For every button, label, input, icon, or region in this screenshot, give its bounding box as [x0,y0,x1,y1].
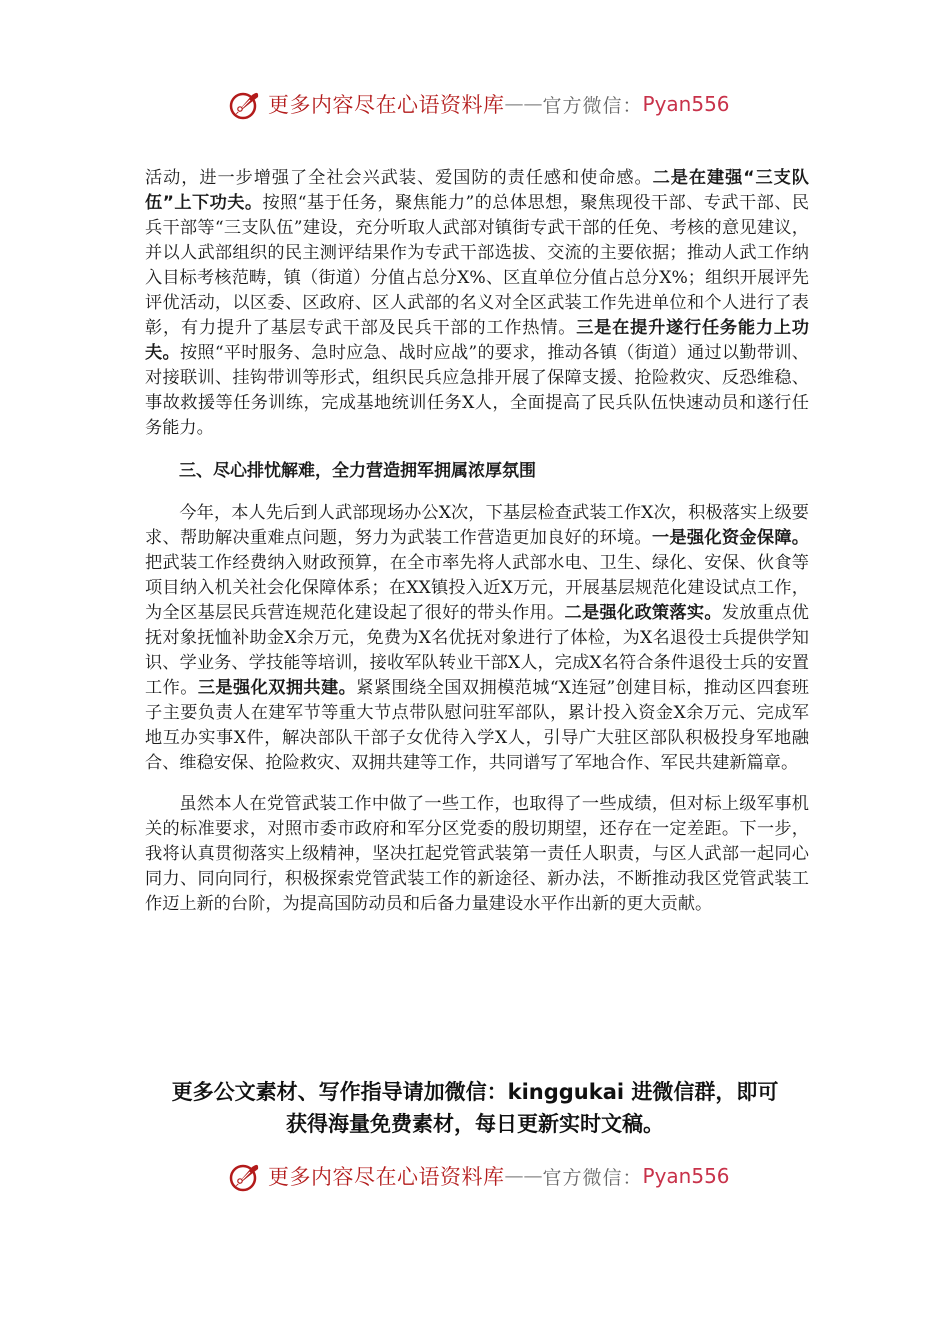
paragraph-1 [145,166,809,441]
banner-wechat-handle: Pyan556 [642,1164,730,1188]
quill-logo-icon [228,1159,262,1193]
bold-point: 二是强化政策落实。 [564,603,722,623]
footer-banner [0,1156,950,1196]
bold-point: 一是强化资金保障。 [651,528,809,548]
cta-line-2: 获得海量免费素材，每日更新实时文稿。 [286,1112,664,1136]
bold-point: 二是在建强“三支队伍”上下功夫。 [145,168,809,213]
text-run: 紧紧围绕全国双拥模范城“X连冠”创建目标，推动区四套班子主要负责人在建军节等重大节点带队慰问驻军部队，累计投入资金X余万元、完成军地互办实事X件，解决部队干部子女优待入学X人，引导广大驻区部队积极投身军地融合、维稳安保、抢险救灾、双拥共建等工作，共同谱写了军地合作、军民共建新篇章。 [145,678,809,773]
cta-block [0,1076,950,1140]
text-run: 按照“基于任务，聚焦能力”的总体思想，聚焦现役干部、专武干部、民兵干部等“三支队伍”建设，充分听取人武部对镇街专武干部的任免、考核的意见建议，并以人武部组织的民主测评结果作为专武干部选拔、交流的主要依据；推动人武工作纳入目标考核范畴，镇（街道）分值占总分X%、区直单位分值占总分X%；组织开展评先评优活动，以区委、区政府、区人武部的名义对全区武装工作先进单位和个人进行了表彰，有力提升了基层专武干部及民兵干部的工作热情。 [145,193,810,338]
text-run: 活动，进一步增强了全社会兴武装、爱国防的责任感和使命感。 [145,168,653,188]
banner-brand: 更多内容尽在心语资料库 [268,93,505,117]
banner-brand: 更多内容尽在心语资料库 [268,1165,505,1189]
bold-point: 三是强化双拥共建。 [197,678,357,698]
paragraph-2 [145,501,809,776]
bold-point: 三是在提升遂行任务能力上功夫。 [145,318,809,363]
banner-label: 官方微信： [542,1166,643,1189]
text-run: 把武装工作经费纳入财政预算，在全市率先将人武部水电、卫生、绿化、安保、伙食等项目纳入机关社会化保障体系；在XX镇投入近X万元，开展基层规范化建设试点工作，为全区基层民兵营连规范化建设起了很好的带头作用。 [145,553,809,623]
quill-logo-icon [228,87,262,121]
banner-wechat-handle: Pyan556 [642,92,730,116]
text-run: 发放重点优抚对象抚恤补助金X余万元，免费为X名优抚对象进行了体检，为X名退役士兵提供学知识、学业务、学技能等培训，接收军队转业干部X人，完成X名符合条件退役士兵的安置工作。 [145,603,809,698]
text-run: 今年，本人先后到人武部现场办公X次，下基层检查武装工作X次，积极落实上级要求、帮助解决重难点问题，努力为武装工作营造更加良好的环境。 [145,503,809,548]
text-run: 按照“平时服务、急时应急、战时应战”的要求，推动各镇（街道）通过以勤带训、对接联训、挂钩带训等形式，组织民兵应急排开展了保障支援、抢险救灾、反恐维稳、事故救援等任务训练，完成基地统训任务X人，全面提高了民兵队伍快速动员和遂行任务能力。 [145,343,809,438]
paragraph-3: 虽然本人在党管武装工作中做了一些工作，也取得了一些成绩，但对标上级军事机关的标准要求，对照市委市政府和军分区党委的殷切期望，还存在一定差距。下一步，我将认真贯彻落实上级精神，坚决扛起党管武装第一责任人职责，与区人武部一起同心同力、同向同行，积极探索党管武装工作的新途径、新办法，不断推动我区党管武装工作迈上新的台阶，为提高国防动员和后备力量建设水平作出新的更大贡献。 [145,794,809,914]
banner-separator: —— [504,1165,543,1187]
header-banner [0,84,950,124]
banner-label: 官方微信： [542,94,643,117]
document-body [145,166,809,917]
cta-line-1: 更多公文素材、写作指导请加微信：kinggukai 进微信群，即可 [171,1080,779,1104]
section-heading: 三、尽心排忧解难，全力营造拥军拥属浓厚氛围 [179,461,536,481]
banner-separator: —— [504,93,543,115]
